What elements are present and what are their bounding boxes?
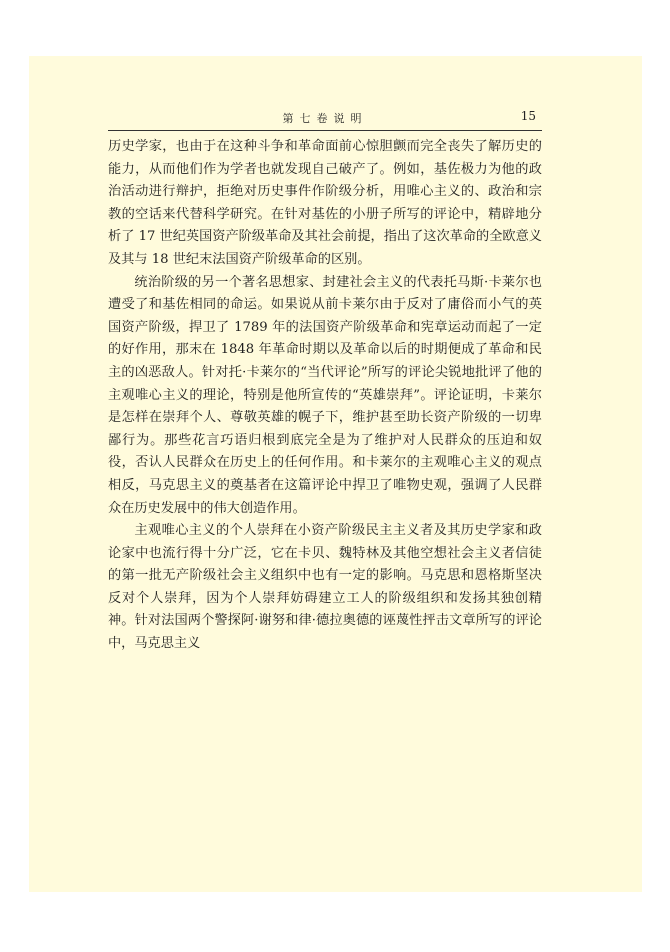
paragraph-personality-cult: 主观唯心主义的个人崇拜在小资产阶级民主主义者及其历史学家和政论家中也流行得十分广泛，它在卡贝、魏特林及其他空想社会主义者信徒的第一批无产阶级社会主义组织中也有一定的影响。马克思和恩格斯坚决反对个人崇拜，因为个人崇拜妨碍建立工人的阶级组织和发扬其独创精神。针对法国两个警探阿·谢努和律·德拉奥德的诬蔑性抨击文章所写的评论中，马克思主义 [108,523,542,652]
running-header [108,104,542,131]
paragraph-carlyle: 统治阶级的另一个著名思想家、封建社会主义的代表托马斯·卡莱尔也遭受了和基佐相同的命运。如果说从前卡莱尔由于反对了庸俗而小气的英国资产阶级，捍卫了 1789 年的法国资产阶级革命和宪章运动而起了一定的好作用，那末在 1848 年革命时期以及革命以后的时期便成了革命和民主的凶恶敌人。针对托·卡莱尔的“当代评论”所写的评论尖锐地批评了他的主观唯心主义的理论，特别是他所宣传的“英雄崇拜”。评论证明，卡莱尔是怎样在崇拜个人、尊敬英雄的幌子下，维护甚至助长资产阶级的一切卑鄙行为。那些花言巧语归根到底完全是为了维护对人民群众的压迫和奴役，否认人民群众在历史上的任何作用。和卡莱尔的主观唯心主义的观点相反，马克思主义的奠基者在这篇评论中捍卫了唯物史观，强调了人民群众在历史发展中的伟大创造作用。 [108,274,542,516]
body-text [108,136,542,656]
header-title: 第七卷说明 [282,112,368,125]
page-number: 15 [520,109,536,123]
paragraph-continuation: 历史学家，也由于在这种斗争和革命面前心惊胆颤而完全丧失了解历史的能力，从而他们作为学者也就发现自己破产了。例如，基佐极力为他的政治活动进行辩护，拒绝对历史事件作阶级分析，用唯心主义的、政治和宗教的空话来代替科学研究。在针对基佐的小册子所写的评论中，精辟地分析了 17 世纪英国资产阶级革命及其社会前提，指出了这次革命的全欧意义及其与 18 世纪末法国资产阶级革命的区别。 [108,139,542,267]
